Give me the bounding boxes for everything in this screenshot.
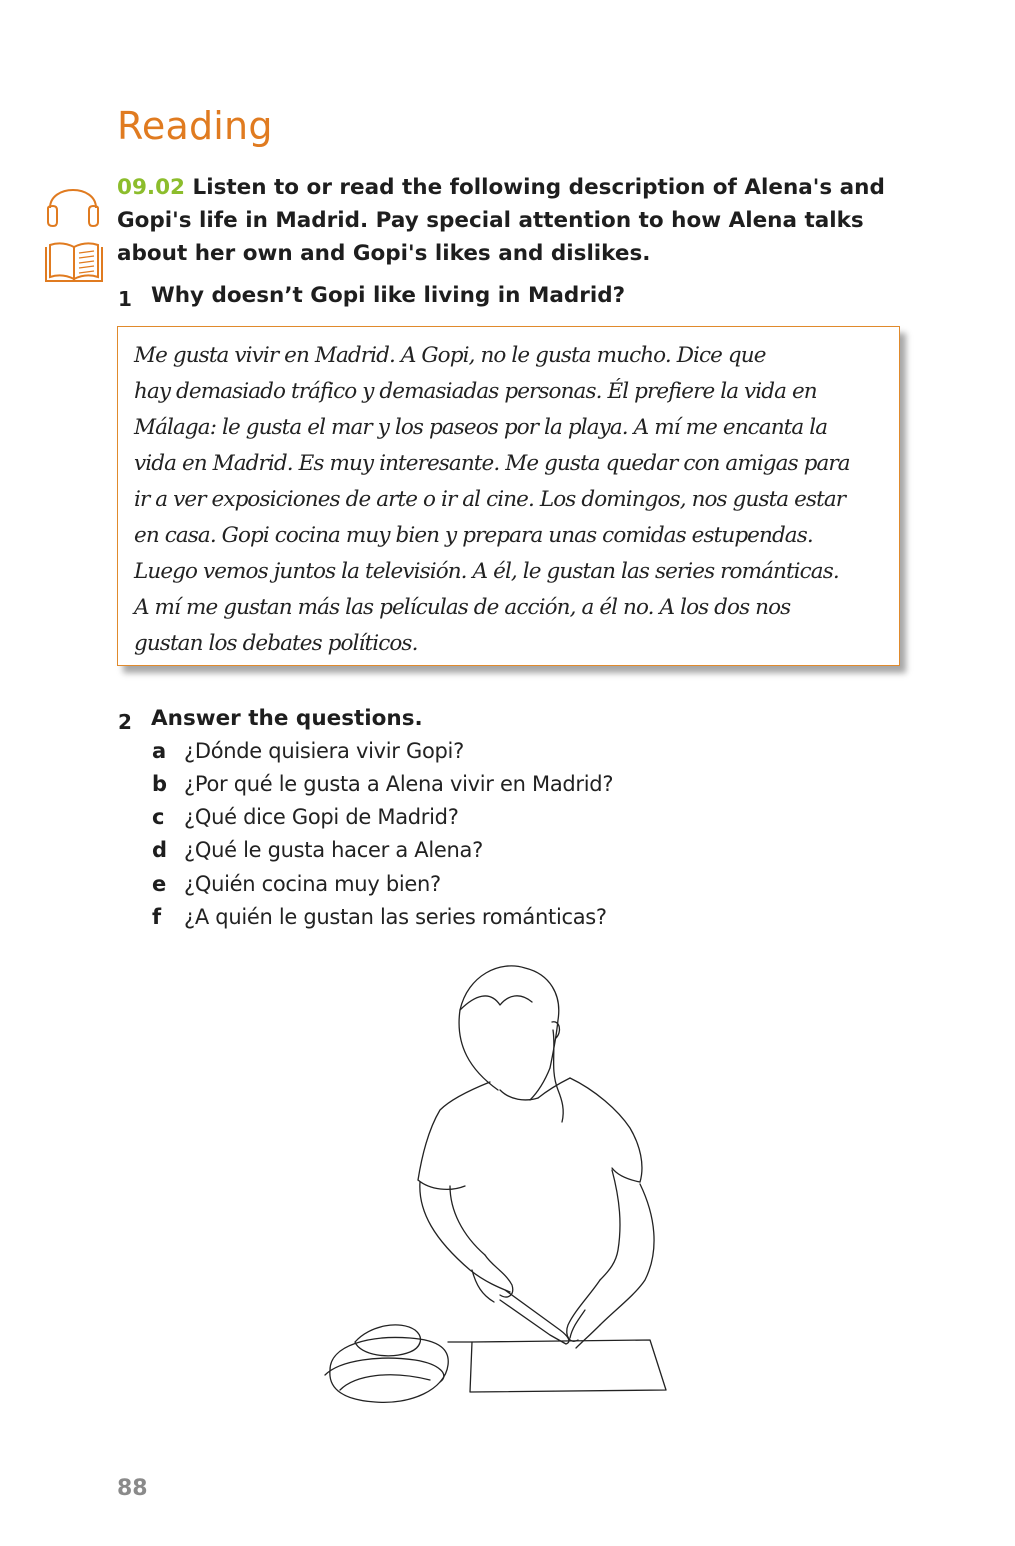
question-item-letter: f — [152, 905, 162, 929]
passage-line: ir a ver exposiciones de arte o ir al cine. Los domingos, nos gusta estar — [134, 487, 846, 512]
passage-line: vida en Madrid. Es muy interesante. Me gusta quedar con amigas para — [134, 451, 850, 476]
question-item-text: ¿A quién le gustan las series románticas? — [184, 905, 607, 929]
question-item-text: ¿Por qué le gusta a Alena vivir en Madrid? — [184, 772, 614, 796]
page-number: 88 — [117, 1476, 148, 1501]
passage-line: Me gusta vivir en Madrid. A Gopi, no le gusta mucho. Dice que — [134, 343, 766, 368]
question-item — [152, 905, 752, 938]
question-item — [152, 838, 752, 871]
open-book-icon — [44, 241, 104, 287]
question-item — [152, 872, 752, 905]
reading-passage — [134, 338, 894, 662]
question-1-text: Why doesn’t Gopi like living in Madrid? — [151, 283, 626, 308]
question-item — [152, 772, 752, 805]
question-item-letter: c — [152, 805, 165, 829]
question-item-text: ¿Qué le gusta hacer a Alena? — [184, 838, 483, 862]
instructions — [117, 171, 917, 270]
question-item — [152, 739, 752, 772]
section-heading: Reading — [117, 104, 273, 148]
passage-line: Málaga: le gusta el mar y los paseos por la playa. A mí me encanta la — [134, 415, 828, 440]
question-item-text: ¿Quién cocina muy bien? — [184, 872, 441, 896]
passage-line: A mí me gustan más las películas de acción, a él no. A los dos nos — [134, 595, 791, 620]
passage-line: gustan los debates políticos. — [134, 631, 418, 656]
cooking-illustration — [300, 950, 700, 1410]
question-item-letter: e — [152, 872, 167, 896]
question-item — [152, 805, 752, 838]
track-number: 09.02 — [117, 175, 186, 200]
passage-line: en casa. Gopi cocina muy bien y prepara unas comidas estupendas. — [134, 523, 813, 548]
question-2-text: Answer the questions. — [151, 706, 423, 731]
passage-line: Luego vemos juntos la televisión. A él, le gustan las series románticas. — [134, 559, 839, 584]
headphones-icon — [42, 172, 104, 228]
question-2-number: 2 — [118, 710, 132, 734]
instructions-text: Listen to or read the following description of Alena's and Gopi's life in Madrid. Pay special attention to how Alena talks about her own and Gopi's likes and dislikes. — [117, 175, 885, 266]
question-item-letter: a — [152, 739, 167, 763]
question-item-letter: b — [152, 772, 168, 796]
question-item-text: ¿Dónde quisiera vivir Gopi? — [184, 739, 464, 763]
passage-line: hay demasiado tráfico y demasiadas personas. Él prefiere la vida en — [134, 379, 817, 404]
question-item-text: ¿Qué dice Gopi de Madrid? — [184, 805, 459, 829]
question-1-number: 1 — [118, 287, 132, 311]
question-item-letter: d — [152, 838, 168, 862]
